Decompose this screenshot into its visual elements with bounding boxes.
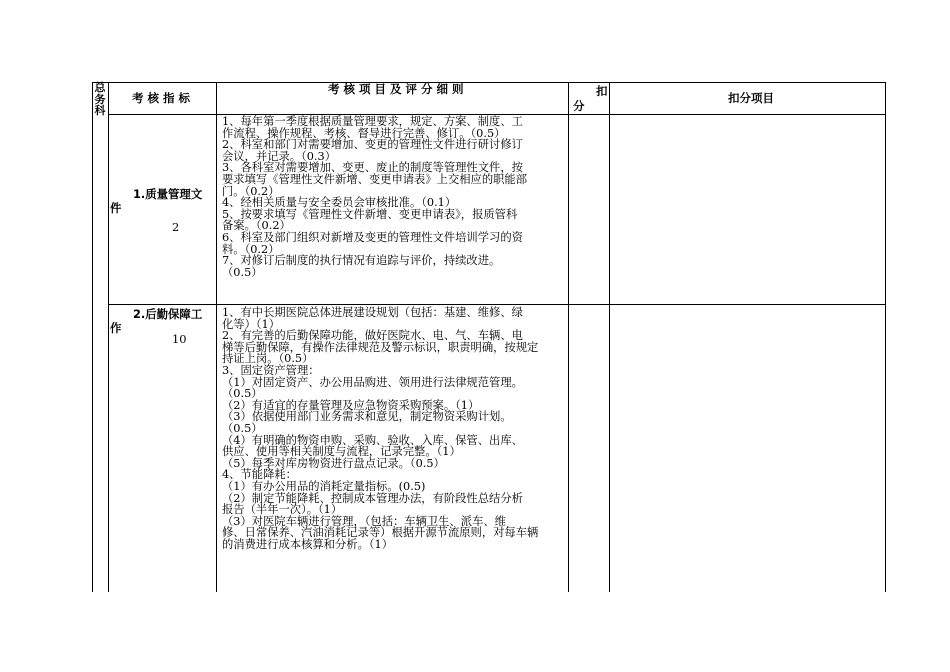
section-divider <box>108 304 886 305</box>
section-2-line: 报告（半年一次）。（1） <box>222 503 343 517</box>
department-col-border <box>108 82 109 592</box>
items-column-header: 考 核 项 目 及 评 分 细 则 <box>328 82 464 96</box>
section-2-line: （3）依据使用部门业务需求和意见，制定物资采购计划。 <box>222 410 512 424</box>
section-2-title: 2.后勤保障工 <box>133 307 203 321</box>
section-1-line: 3、各科室对需要增加、变更、废止的制度等管理性文件，按 <box>222 161 523 175</box>
section-2-line: （3）对医院车辆进行管理，（包括：车辆卫生、派车、维 <box>222 514 506 528</box>
deduct-column-header-part1: 扣 <box>596 84 608 98</box>
section-2-line: （4）有明确的物资申购、采购、验收、入库、保管、出库、 <box>222 433 523 447</box>
section-1-line: （0.5） <box>222 265 263 279</box>
section-1-line: 料。（0.2） <box>222 242 280 256</box>
department-label: 总务科 <box>94 81 106 117</box>
section-1-line: 要求填写《管理性文件新增、变更申请表》上交相应的职能部 <box>222 172 528 186</box>
section-2-line: （0.5） <box>222 387 263 401</box>
section-2-line: 的消费进行成本核算和分析。（1） <box>222 537 393 551</box>
section-2-line: （5）每季对库房物资进行盘点记录。（0.5） <box>222 456 445 470</box>
section-2-line: （2）制定节能降耗、控制成本管理办法，有阶段性总结分析 <box>222 491 523 505</box>
section-1-score: 2 <box>172 220 180 234</box>
section-2-content <box>222 307 568 550</box>
section-1-line: 备案。（0.2） <box>222 219 291 233</box>
indicator-col-border <box>216 82 217 592</box>
section-1-line: 5、按要求填写《管理性文件新增、变更申请表》，报质管科 <box>222 207 518 221</box>
section-2-line: （1）对固定资产、办公用品购进、领用进行法律规范管理。 <box>222 375 523 389</box>
section-2-line: （0.5） <box>222 421 263 435</box>
table-top-border <box>92 82 886 83</box>
section-2-score: 10 <box>172 332 187 346</box>
section-2-title-cont: 作 <box>110 321 122 335</box>
section-2-line: （1）有办公用品的消耗定量指标。(0.5) <box>222 479 426 493</box>
section-1-line: 门。（0.2） <box>222 184 280 198</box>
section-1-content <box>222 116 568 278</box>
section-2-line: 3、固定资产管理： <box>222 363 320 377</box>
section-2-line: 1、有中长期医院总体进展建设规划（包括：基建、维修、绿 <box>222 306 523 319</box>
section-1-line: 1、每年第一季度根据质量管理要求，规定、方案、制度、工 <box>222 115 523 128</box>
table-right-border <box>885 82 886 114</box>
section-1-line: 4、经相关质量与安全委员会审核批准。（0.1） <box>222 196 457 210</box>
deduct-column-header-part2: 分 <box>573 99 585 113</box>
table-right-border-lower <box>885 114 886 592</box>
section-1-line: 6、科室及部门组织对新增及变更的管理性文件培训学习的资 <box>222 230 523 244</box>
section-1-line: 作流程、操作规程、考核、督导进行完善、修订。（0.5） <box>222 126 506 140</box>
table-left-border <box>92 82 93 592</box>
indicator-column-header: 考 核 指 标 <box>132 91 191 105</box>
deduct-items-column-header: 扣分项目 <box>728 91 774 105</box>
section-1-title: 1.质量管理文 <box>133 187 203 201</box>
items-col-border <box>568 82 569 592</box>
section-2-line: （2）有适宜的存量管理及应急物资采购预案。（1） <box>222 398 480 412</box>
section-1-title-cont: 件 <box>110 201 122 215</box>
section-1-line: 2、科室和部门对需要增加、变更的管理性文件进行研讨修订 <box>222 138 523 152</box>
section-2-line: 化等）（1） <box>222 317 281 331</box>
section-2-line: 4、节能降耗： <box>222 468 297 482</box>
section-1-line: 会议，并记录。（0.3） <box>222 149 336 163</box>
section-2-line: 修、日常保养、汽油消耗记录等）根据开源节流原则，对每车辆 <box>222 526 539 540</box>
section-2-line: 梯等后勤保障，有操作法律规范及警示标识，职责明确，按规定 <box>222 340 539 354</box>
deduct-col-border <box>609 82 610 592</box>
section-2-line: 供应、使用等相关制度与流程，记录完整。（1） <box>222 445 461 459</box>
section-1-line: 7、对修订后制度的执行情况有追踪与评价，持续改进。 <box>222 254 501 268</box>
section-2-line: 2、有完善的后勤保障功能，做好医院水、电、气、车辆、电 <box>222 329 523 343</box>
section-2-line: 持证上岗。（0.5） <box>222 352 314 366</box>
